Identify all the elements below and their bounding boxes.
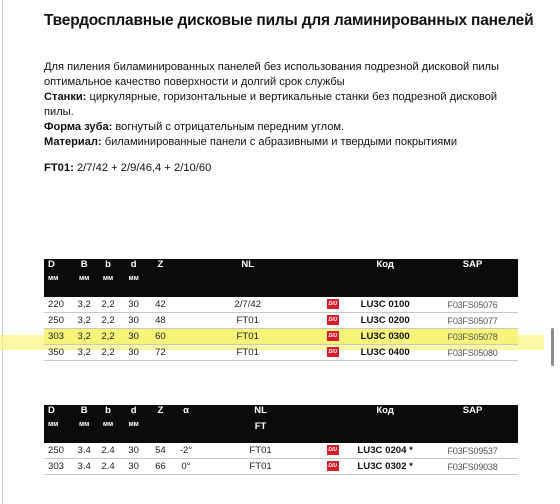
cell-bore: 30 <box>120 443 148 459</box>
cell-z: 72 <box>148 345 174 361</box>
unit-b-large: мм <box>72 419 96 443</box>
cell-kod: LU3C 0200 <box>343 313 427 329</box>
unit-b-small: мм <box>96 273 119 297</box>
description-machines <box>44 90 519 120</box>
cell-sap: F03FS05077 <box>427 313 518 329</box>
col-header-logo <box>322 405 343 419</box>
machines-text: циркулярные, горизонтальные и вертикальные станки без подрезной дисковой пилы. <box>44 91 498 118</box>
cell-b-small: 2,2 <box>96 313 119 329</box>
table-row <box>44 443 518 459</box>
cell-b-large: 3.4 <box>72 459 96 475</box>
brand-logo-cell <box>322 297 343 313</box>
page-title: Твердосплавные дисковые пилы для ламинированных панелей <box>44 12 534 29</box>
table-row <box>44 313 518 329</box>
cell-alpha: 0° <box>173 459 199 475</box>
cell-alpha: -2° <box>173 443 199 459</box>
unit-empty <box>148 419 174 443</box>
description-material <box>44 135 519 150</box>
col-header-kod: Код <box>343 405 427 419</box>
product-description <box>44 60 519 150</box>
cell-z: 48 <box>148 313 174 329</box>
cell-kod: LU3C 0204 * <box>343 443 427 459</box>
page-edge-divider <box>2 0 3 504</box>
description-intro: Для пиления биламинированных панелей без использования подрезной дисковой пилы оптимальное качество поверхности и долгий срок службы <box>44 61 499 88</box>
unit-empty <box>427 419 518 443</box>
cell-kod: LU3C 0300 <box>343 329 427 345</box>
col-header-alpha: α <box>173 405 199 419</box>
brand-logo-icon: D/U <box>328 301 338 308</box>
cell-b-small: 2,2 <box>96 297 119 313</box>
cell-nl: 2/7/42 <box>173 297 322 313</box>
table-row <box>44 459 518 475</box>
cell-b-large: 3,2 <box>72 345 96 361</box>
brand-logo-icon: D/U <box>328 463 338 470</box>
cell-bore: 30 <box>120 459 148 475</box>
cell-kod: LU3C 0302 * <box>343 459 427 475</box>
brand-logo-icon: D/U <box>328 349 338 356</box>
brand-logo-cell <box>322 313 343 329</box>
cell-b-small: 2,2 <box>96 345 119 361</box>
col-header-b-small: b <box>96 405 119 419</box>
cell-sap: F03FS05080 <box>427 345 518 361</box>
ft01-spec <box>44 162 211 174</box>
cell-sap: F03FS09537 <box>427 443 518 459</box>
cell-b-small: 2,2 <box>96 329 119 345</box>
col-header-b-large: B <box>72 405 96 419</box>
cell-bore: 30 <box>120 345 148 361</box>
tooth-label: Форма зуба: <box>44 121 113 133</box>
unit-d: мм <box>44 273 72 297</box>
cell-bore: 30 <box>120 297 148 313</box>
col-header-sap: SAP <box>427 259 518 273</box>
unit-bore: мм <box>120 273 148 297</box>
tooth-text: вогнутый с отрицательным передним углом. <box>112 121 345 133</box>
saw-table-2 <box>44 405 518 475</box>
cell-bore: 30 <box>120 329 148 345</box>
cell-z: 42 <box>148 297 174 313</box>
unit-bore: мм <box>120 419 148 443</box>
nl-sub-ft: FT <box>199 419 322 443</box>
cell-d: 250 <box>44 313 72 329</box>
col-header-logo <box>322 259 343 273</box>
unit-empty <box>322 273 343 297</box>
unit-d: мм <box>44 419 72 443</box>
col-header-z: Z <box>148 405 174 419</box>
unit-empty <box>322 419 343 443</box>
cell-nl: FT01 <box>173 313 322 329</box>
unit-b-small: мм <box>96 419 119 443</box>
description-tooth <box>44 120 519 135</box>
table-unit-row <box>44 419 518 443</box>
col-header-d: D <box>44 259 72 273</box>
scrollbar-thumb[interactable] <box>551 328 554 366</box>
brand-logo-cell <box>322 329 343 345</box>
col-header-sap: SAP <box>427 405 518 419</box>
table-row <box>44 345 518 361</box>
col-header-kod: Код <box>343 259 427 273</box>
unit-b-large: мм <box>72 273 96 297</box>
cell-z: 66 <box>148 459 174 475</box>
saw-table-1 <box>44 259 518 361</box>
cell-nl: FT01 <box>173 329 322 345</box>
cell-d: 303 <box>44 459 72 475</box>
col-header-bore: d <box>120 405 148 419</box>
cell-nl: FT01 <box>199 459 322 475</box>
table-header-row <box>44 259 518 273</box>
unit-empty <box>343 419 427 443</box>
cell-sap: F03FS05078 <box>427 329 518 345</box>
cell-z: 54 <box>148 443 174 459</box>
col-header-bore: d <box>120 259 148 273</box>
cell-b-large: 3,2 <box>72 297 96 313</box>
col-header-nl: NL <box>199 405 322 419</box>
table-row <box>44 329 518 345</box>
cell-b-small: 2.4 <box>96 459 119 475</box>
cell-sap: F03FS09038 <box>427 459 518 475</box>
table-row <box>44 297 518 313</box>
unit-empty <box>427 273 518 297</box>
ft01-label: FT01: <box>44 162 74 174</box>
cell-b-small: 2.4 <box>96 443 119 459</box>
cell-kod: LU3C 0400 <box>343 345 427 361</box>
cell-d: 350 <box>44 345 72 361</box>
cell-b-large: 3,2 <box>72 329 96 345</box>
cell-b-large: 3.4 <box>72 443 96 459</box>
brand-logo-icon: D/U <box>328 333 338 340</box>
unit-empty <box>343 273 427 297</box>
table-unit-row <box>44 273 518 297</box>
unit-empty <box>148 273 174 297</box>
ft01-text: 2/7/42 + 2/9/46,4 + 2/10/60 <box>73 162 212 174</box>
cell-nl: FT01 <box>199 443 322 459</box>
cell-z: 60 <box>148 329 174 345</box>
table-header-row <box>44 405 518 419</box>
cell-d: 250 <box>44 443 72 459</box>
col-header-nl: NL <box>173 259 322 273</box>
brand-logo-cell <box>322 345 343 361</box>
brand-logo-icon: D/U <box>328 447 338 454</box>
machines-label: Станки: <box>44 91 87 103</box>
col-header-b-large: B <box>72 259 96 273</box>
col-header-d: D <box>44 405 72 419</box>
brand-logo-icon: D/U <box>328 317 338 324</box>
cell-b-large: 3,2 <box>72 313 96 329</box>
unit-empty <box>173 273 322 297</box>
col-header-b-small: b <box>96 259 119 273</box>
cell-kod: LU3C 0100 <box>343 297 427 313</box>
unit-empty <box>173 419 199 443</box>
material-text: биламинированные панели с абразивными и твердыми покрытиями <box>101 136 458 148</box>
material-label: Материал: <box>44 136 102 148</box>
col-header-z: Z <box>148 259 174 273</box>
cell-sap: F03FS05076 <box>427 297 518 313</box>
cell-bore: 30 <box>120 313 148 329</box>
cell-d: 220 <box>44 297 72 313</box>
brand-logo-cell <box>322 459 343 475</box>
brand-logo-cell <box>322 443 343 459</box>
cell-d: 303 <box>44 329 72 345</box>
cell-nl: FT01 <box>173 345 322 361</box>
